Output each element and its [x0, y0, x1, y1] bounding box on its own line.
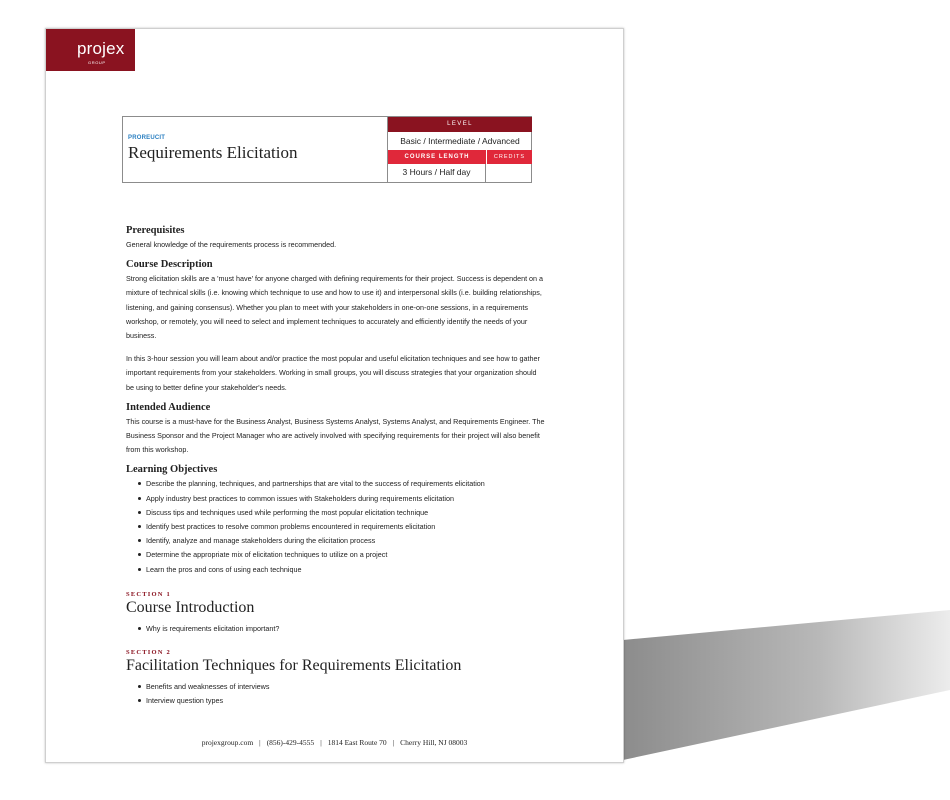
list-item: Identify, analyze and manage stakeholders during the elicitation process — [138, 534, 546, 548]
footer-address: 1814 East Route 70 — [327, 738, 387, 747]
section-1-label: SECTION 1 — [126, 590, 171, 598]
prerequisites-heading: Prerequisites — [126, 225, 185, 236]
section-2-title: Facilitation Techniques for Requirements Elicitation — [126, 657, 462, 675]
list-item: Determine the appropriate mix of elicitation techniques to utilize on a project — [138, 548, 546, 562]
level-label: LEVEL — [388, 117, 532, 132]
footer-phone: (856)-429-4555 — [266, 738, 315, 747]
footer-city: Cherry Hill, NJ 08003 — [400, 738, 468, 747]
audience-heading: Intended Audience — [126, 401, 211, 413]
list-item: Interview question types — [138, 694, 546, 708]
prerequisites-text: General knowledge of the requirements process is recommended. — [126, 240, 337, 249]
list-item: Describe the planning, techniques, and partnerships that are vital to the success of requirements elicitation — [138, 477, 546, 491]
logo-subtext: GROUP — [88, 60, 106, 65]
list-item: Why is requirements elicitation important? — [138, 622, 546, 636]
course-length-label: COURSE LENGTH — [388, 150, 486, 164]
course-title: Requirements Elicitation — [128, 143, 298, 162]
audience-text: This course is a must-have for the Business Analyst, Business Systems Analyst, Systems Analyst, and Requirements Engineer. The Business Sponsor and the Project Manager who are actively involved with specifying requirements for their project will also benefit from this workshop. — [126, 416, 545, 455]
footer-website: projexgroup.com — [201, 738, 254, 747]
footer-separator: | — [320, 738, 322, 747]
projex-logo — [46, 29, 135, 71]
course-info-table — [387, 117, 532, 182]
list-item: Apply industry best practices to common issues with Stakeholders during requirements elicitation — [138, 492, 546, 506]
course-header — [122, 116, 532, 183]
section-1-title: Course Introduction — [126, 598, 255, 616]
product-label: PROREUCIT — [128, 135, 166, 141]
description-paragraph-2: In this 3-hour session you will learn about and/or practice the most popular and useful elicitation techniques and see how to gather important requirements from your stakeholders. Working in small groups, you will discuss strategies that your organization should be using to better define your stakeholder's needs. — [126, 354, 540, 392]
course-title-block — [128, 135, 298, 163]
section-2-label: SECTION 2 — [126, 649, 171, 657]
footer-separator: | — [392, 738, 395, 747]
course-content — [126, 224, 546, 708]
document-page — [45, 28, 624, 763]
level-value: Basic / Intermediate / Advanced — [400, 136, 520, 146]
list-item: Learn the pros and cons of using each technique — [138, 563, 546, 577]
description-paragraph-1: Strong elicitation skills are a 'must have' for anyone charged with defining requirements for their project. Success is dependent on a mixture of technical skills (i.e. knowing which technique to use and how to use it) and interpersonal skills (i.e. building relationships, listening, and gaining consensus). Whether you plan to meet with your stakeholders in one-on-one sessions, in a requirements workshop, or remotely, you will need to select and implement techniques to accurately and efficiently identify the needs of your business. — [126, 274, 544, 341]
credits-label: CREDITS — [486, 150, 532, 164]
logo-wordmark: projex — [77, 39, 125, 58]
page-footer — [46, 738, 623, 747]
objectives-heading: Learning Objectives — [126, 464, 218, 476]
list-item: Discuss tips and techniques used while performing the most popular elicitation technique — [138, 506, 546, 520]
list-item: Benefits and weaknesses of interviews — [138, 680, 546, 694]
footer-separator: | — [259, 738, 261, 747]
section-1-list — [126, 622, 546, 636]
description-heading: Course Description — [126, 259, 213, 271]
section-2-list — [126, 680, 546, 708]
objectives-list — [126, 477, 546, 576]
list-item: Identify best practices to resolve common problems encountered in requirements elicitation — [138, 520, 546, 534]
course-length-value: 3 Hours / Half day — [388, 164, 486, 182]
